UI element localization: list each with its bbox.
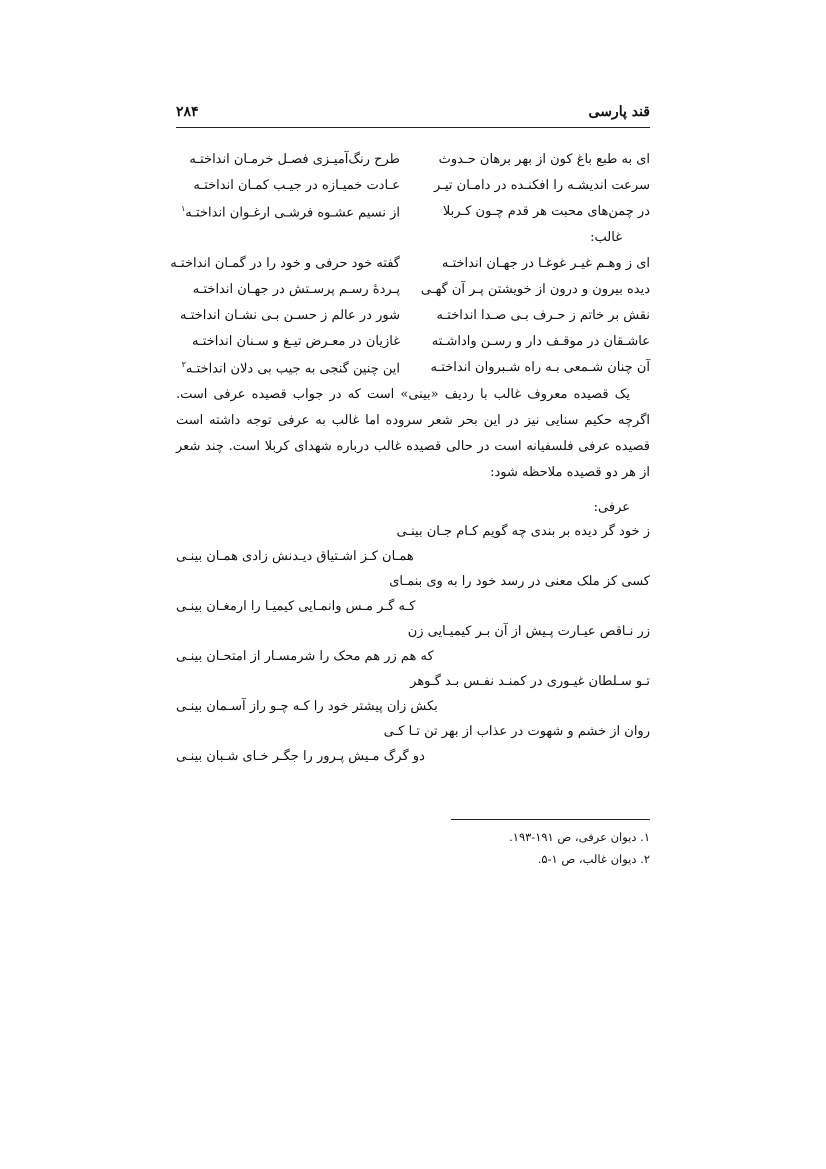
- verse-line: [176, 620, 650, 645]
- couplet: [176, 330, 650, 356]
- hemistich-second: شور در عالم ز حسـن بـی نشـان انداختـه: [179, 308, 400, 323]
- hemistich-text: از نسیم عشـوه فرشـی ارغـوان انداختـه: [185, 205, 400, 221]
- verse-text: کسی کز ملک معنی در رسد خود را به وی بنمـای: [389, 574, 650, 589]
- verse-line: [176, 745, 650, 770]
- hemistich-text: این چنین گنجی به جیب بی دلان انداختـه: [185, 361, 400, 377]
- poem-couplets: [170, 148, 650, 382]
- hemistich-first: سرعت اندیشـه را افکنـده در دامـان تیـر: [434, 178, 650, 193]
- footnote-rule: [451, 819, 650, 820]
- hemistich-first: عاشـقان در موقـف دار و رسـن واداشـته: [431, 334, 650, 349]
- urfi-verses: [176, 520, 650, 770]
- verse-line: [176, 520, 650, 545]
- speaker-label: [176, 226, 650, 252]
- verse-line: [176, 595, 650, 620]
- page-number: ۲۸۴: [176, 104, 199, 120]
- hemistich-second: پـردهٔ رسـم پرسـتش در جهـان انداختـه: [192, 282, 400, 297]
- footnote: ۱. دیوان عرفی، ص ۱۹۱-۱۹۳.: [509, 830, 650, 844]
- verse-text: ز خود گر دیده بر بندی چه گویم کـام جـان بینـی: [396, 524, 650, 539]
- running-header-title: قند پارسی: [588, 104, 650, 120]
- verse-text: بکش زان پیشتر خود را کـه چـو راز آسـمان بینـی: [176, 699, 438, 714]
- hemistich-first: در چمن‌های محبت هر قدم چـون کـربلا: [442, 204, 650, 219]
- footnotes: [509, 830, 650, 874]
- hemistich-second: [176, 204, 400, 220]
- speaker-urfi: عرفی:: [593, 500, 630, 515]
- verse-text: کـه گـر مـس وانمـایی کیمیـا را ارمغـان بینـی: [176, 599, 416, 614]
- hemistich-second: [176, 360, 400, 376]
- hemistich-first: آن چنان شـمعی بـه راه شـبروان انداختـه: [430, 360, 650, 375]
- hemistich-first: نقش بر خاتم ز حـرف بـی صـدا انداختـه: [436, 308, 650, 323]
- verse-text: تـو سـلطان غیـوری در کمنـد نفـس بـد گـوهر: [410, 674, 650, 689]
- hemistich-first: ای ز وهـم غیـر غوغـا در جهـان انداختـه: [441, 256, 650, 271]
- couplet: [176, 278, 650, 304]
- hemistich-second: عـادت خمیـازه در جیـب کمـان انداختـه: [193, 178, 400, 193]
- hemistich-second: طرح رنگ‌آمیـزی فصـل خرمـان انداختـه: [189, 152, 400, 167]
- verse-text: زر نـاقص عیـارت پـیش از آن بـر کیمیـایی زن: [407, 624, 650, 639]
- verse-line: [176, 670, 650, 695]
- footnote-marker: ۱: [180, 204, 186, 213]
- footnote-marker: ۲: [181, 360, 186, 369]
- hemistich-second: گفته خود حرفی و خود را در گمـان انداختـه: [170, 256, 400, 271]
- verse-text: دو گرگ مـیش پـرور را جگـر خـای شـبان بینـی: [176, 749, 425, 764]
- couplet: [176, 304, 650, 330]
- couplet: [170, 252, 650, 278]
- verse-text: روان از خشم و شهوت در عذاب از بهر تن تـا کـی: [383, 724, 650, 739]
- couplet: [176, 174, 650, 200]
- hemistich-first: ای به طبع باغ کون از بهر برهان حـدوث: [438, 152, 650, 167]
- body-paragraph: یک قصیده معروف غالب با ردیف «بینی» است که در جواب قصیده عرفی است. اگرچه حکیم سنایی نیز در این بحر شعر سروده اما غالب به عرفی توجه داشته است قصیده عرفی فلسفیانه است در حالی قصیده غالب درباره شهدای کربلا است. چند شعر از هر دو قصیده ملاحظه شود:: [176, 387, 650, 480]
- verse-line: [176, 695, 650, 720]
- verse-text: همـان کـز اشـتیاق دیـدنش زادی همـان بینـی: [176, 549, 414, 564]
- couplet: [176, 356, 650, 382]
- header-rule: [176, 127, 650, 128]
- couplet: [176, 200, 650, 226]
- hemistich-second: غازیان در معـرض تیـغ و سـنان انداختـه: [191, 334, 400, 349]
- verse-text: که هم زر هم محک را شرمسـار از امتحـان بینـی: [176, 649, 434, 664]
- speaker-ghalib: غالب:: [590, 230, 622, 245]
- verse-line: [176, 720, 650, 745]
- couplet: [176, 148, 650, 174]
- verse-line: [176, 570, 650, 595]
- footnote: ۲. دیوان غالب، ص ۱-۵.: [537, 852, 650, 866]
- hemistich-first: دیده بیرون و درون از خویشتن پـر آن گهـی: [420, 282, 650, 297]
- verse-line: [176, 545, 650, 570]
- verse-line: [176, 645, 650, 670]
